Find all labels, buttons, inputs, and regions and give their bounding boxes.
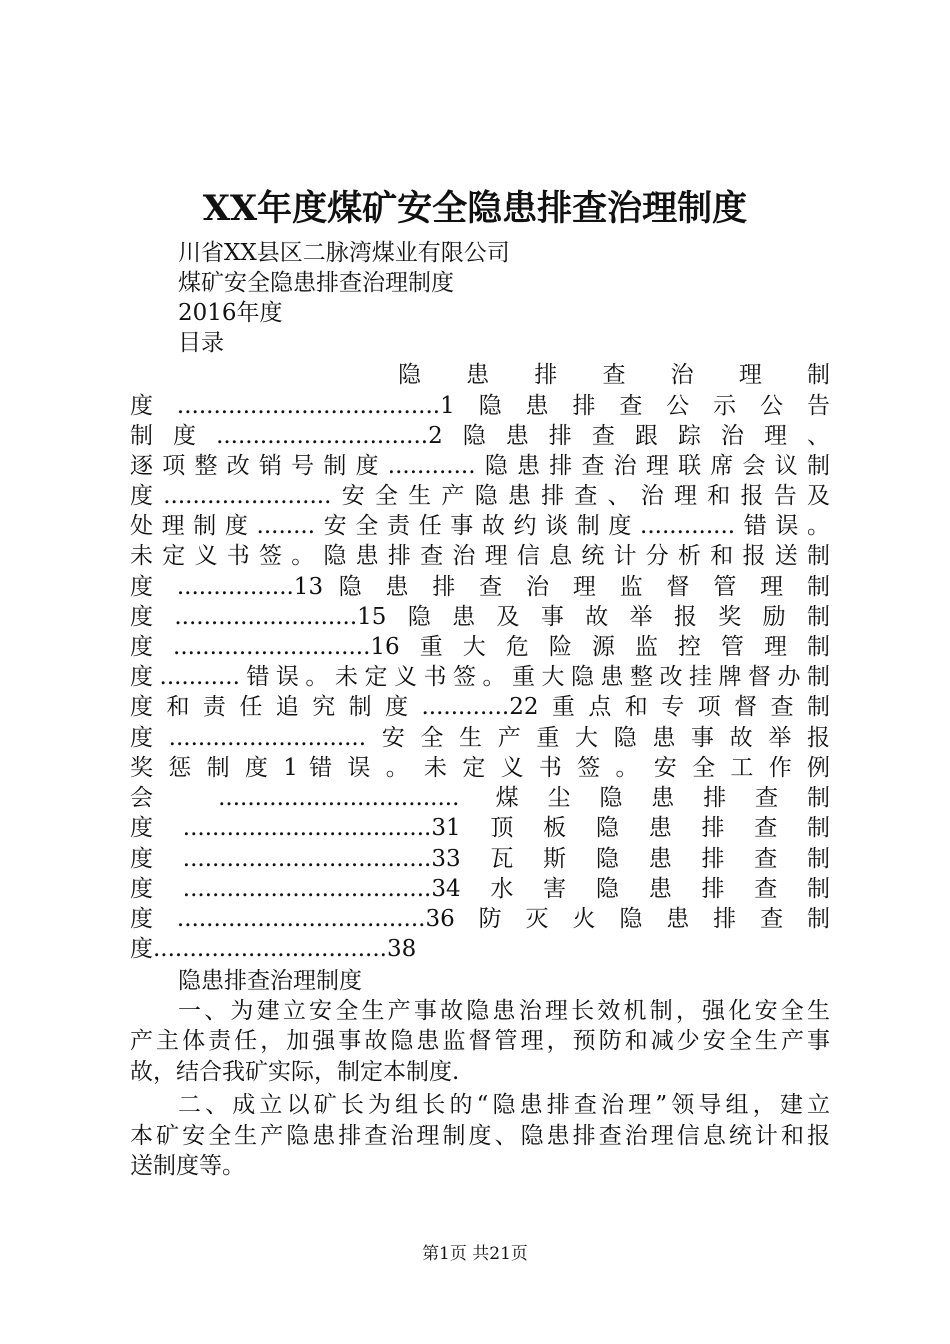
paragraph-line: 一、为建立安全生产事故隐患治理长效机制，强化安全生 (178, 998, 830, 1024)
toc-line: 度..................................33瓦斯隐患排查制 (130, 846, 830, 872)
toc-heading: 目录 (178, 330, 224, 356)
toc-line: 度...........................16重大危险源监控管理制 (130, 634, 830, 660)
toc-line: 度..................................31顶板隐患排查制 (130, 815, 830, 841)
toc-line: 未定义书签。隐患排查治理信息统计分析和报送制 (130, 543, 830, 569)
document-title: XX年度煤矿安全隐患排查治理制度 (202, 188, 748, 229)
toc-line: 度...........................安全生产重大隐患事故举报 (130, 725, 830, 751)
paragraph-line: 送制度等。 (130, 1153, 245, 1179)
toc-line: 度 ................13 隐 患 排 查 治 理 监 督 管 理 制 (130, 574, 830, 600)
toc-line: 逐项整改销号制度............隐患排查治理联席会议制 (130, 453, 830, 479)
toc-line: 度和责任追究制度............22重点和专项督查制 (130, 694, 830, 720)
paragraph-line: 故，结合我矿实际，制定本制度. (130, 1059, 460, 1085)
toc-line: 度....................................1隐患排查公示公告 (130, 393, 830, 419)
page-footer: 第1页 共21页 (422, 1244, 528, 1264)
subtitle: 煤矿安全隐患排查治理制度 (178, 270, 454, 296)
toc-line: 度..................................36防灭火隐患排查制 (130, 906, 830, 932)
toc-line: 制度.............................2隐患排查跟踪治理、 (130, 423, 830, 449)
company-name: 川省XX县区二脉湾煤业有限公司 (178, 240, 510, 266)
toc-line: 度..................................34水害隐患排查制 (130, 876, 830, 902)
year-label: 2016年度 (178, 300, 283, 326)
toc-line: 会 ................................. 煤尘隐患排查制 (130, 785, 830, 811)
toc-line: 度................................38 (130, 936, 417, 962)
toc-line: 度.........................15隐患及事故举报奖励制 (130, 604, 830, 630)
paragraph-line: 二、成立以矿长为组长的“隐患排查治理”领导组，建立 (178, 1092, 830, 1118)
toc-line: 度...........错误。未定义书签。重大隐患整改挂牌督办制 (130, 664, 830, 690)
paragraph-line: 本矿安全生产隐患排查治理制度、隐患排查治理信息统计和报 (130, 1123, 830, 1149)
toc-line: 隐 患 排 查 治 理 制 (398, 362, 830, 388)
toc-line: 处理制度........安全责任事故约谈制度.............错误。 (130, 513, 830, 539)
section-title: 隐患排查治理制度 (178, 968, 362, 994)
toc-line: 度.......................安全生产隐患排查、治理和报告及 (130, 483, 830, 509)
paragraph-line: 产主体责任，加强事故隐患监督管理，预防和减少安全生产事 (130, 1028, 830, 1054)
toc-line: 奖 惩 制 度 1 错 误 。 未 定 义 书 签 。 安 全 工 作 例 (130, 755, 830, 781)
